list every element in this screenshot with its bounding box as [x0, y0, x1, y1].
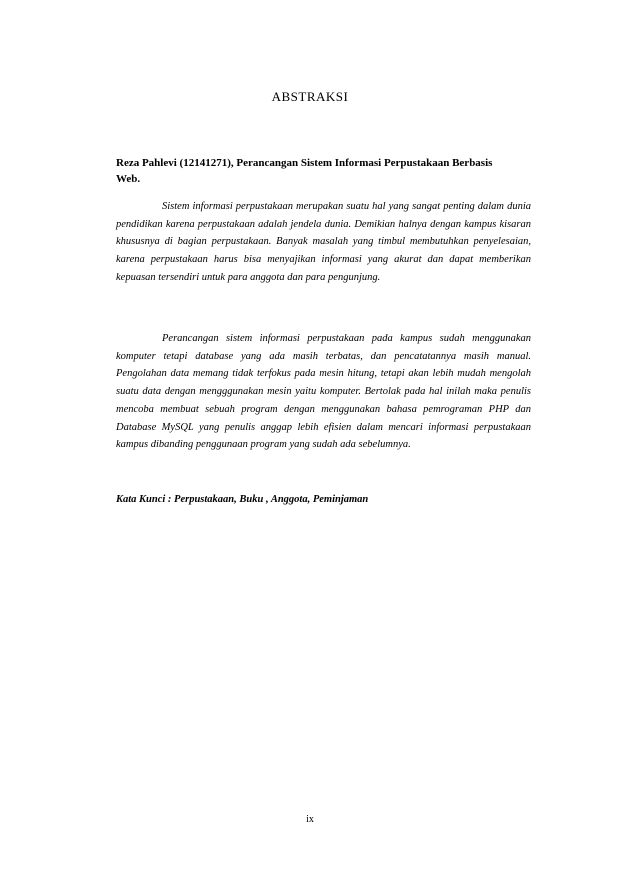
page-number: ix	[306, 814, 314, 825]
abstract-paragraph-1: Sistem informasi perpustakaan merupakan suatu hal yang sangat penting dalam dunia pendidikan karena perpustakaan adalah jendela dunia. Demikian halnya dengan kampus kisaran khususnya di bagian perpustakaan. Banyak masalah yang timbul membutuhkan penyelesaian, karena perpustakaan harus bisa menyajikan informasi yang akurat dan dapat memberikan kepuasan tersendiri untuk para anggota dan para pengunjung.	[116, 201, 531, 283]
author-line: Reza Pahlevi (12141271), Perancangan Sistem Informasi Perpustakaan Berbasis Web.	[116, 157, 493, 185]
page-title: ABSTRAKSI	[271, 89, 349, 104]
keywords-line: Kata Kunci : Perpustakaan, Buku , Anggota, Peminjaman	[116, 494, 369, 505]
abstract-paragraph-2: Perancangan sistem informasi perpustakaan pada kampus sudah menggunakan komputer tetapi database yang ada masih terbatas, dan pencatatannya masih manual. Pengolahan data memang tidak terfokus pada mesin hitung, tetapi akan lebih mudah mengolah suatu data dengan mengggunakan mesin yaitu komputer. Bertolak pada hal inilah maka penulis mencoba membuat sebuah program dengan menggunakan bahasa pemrograman PHP dan Database MySQL yang penulis anggap lebih efisien dalam mencari informasi perpustakaan kampus dibanding penggunaan program yang sudah ada sebelumnya.	[116, 333, 531, 451]
